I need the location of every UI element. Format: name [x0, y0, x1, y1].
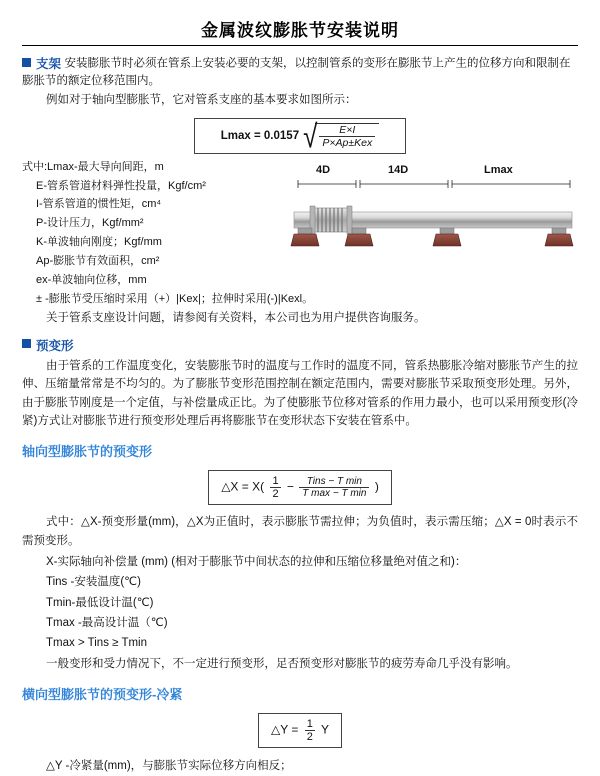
- support-paragraph-3: 关于管系支座设计问题，请参阅有关资料，本公司也为用户提供咨询服务。: [46, 311, 426, 324]
- axial-equation-wrapper: [22, 470, 578, 505]
- piping-support-figure: [288, 164, 578, 274]
- axial-equation-operator: −: [286, 479, 294, 494]
- temp-fraction-numerator: Tins − T min: [299, 476, 369, 488]
- support-paragraph-2: 例如对于轴向型膨胀节，它对管系支座的基本要求如图所示：: [46, 94, 357, 106]
- support-paragraph-1: 安装膨胀节时必须在管系上安装必要的支架，以控制管系的变形在膨胀节上产生的位移方向和限制在膨胀节的额定位移范围内。: [22, 57, 571, 87]
- lateral-equation-half: [305, 718, 315, 743]
- title-divider: [22, 45, 578, 46]
- predeform-paragraph-1: 由于管系的工作温度变化，安装膨胀节时的温度与工作时的温度不同，管系热膨胀冷缩对膨胀节产生的拉伸、压缩量常常是不均匀的。为了膨胀节变形范围控制在额定范围内，需要对膨胀节采取预变形处理。另外，由于膨胀节刚度是一个定值，与补偿量成正比。为了使膨胀节位移对管系的作用力最小，也可以采用预变形(冷紧)方式让对膨胀节进行预变形处理后再将膨胀节在变形状态下安装在管系中。: [22, 359, 578, 428]
- blue-square-bullet-icon: [22, 339, 31, 348]
- lateral-half-denominator: 2: [306, 730, 313, 743]
- axial-equation-lhs: △X = X(: [221, 479, 265, 494]
- legend-item: Ap-膨胀节有效面积，cm²: [36, 255, 160, 268]
- lateral-line-0: △Y -冷紧量(mm)，与膨胀节实际位移方向相反；: [46, 759, 292, 772]
- lateral-equation: [258, 713, 342, 748]
- subsection-heading-lateral: 横向型膨胀节的预变形-冷紧: [22, 686, 183, 702]
- lmax-formula: [194, 118, 406, 154]
- figure-drawing: [288, 178, 578, 274]
- figure-label-lmax: Lmax: [484, 163, 513, 176]
- lateral-equation-wrapper: [22, 713, 578, 748]
- lmax-formula-lhs: Lmax = 0.0157: [220, 129, 300, 142]
- lateral-equation-lhs: △Y =: [271, 722, 299, 737]
- temp-fraction-denominator: T max − T min: [302, 488, 367, 499]
- section-heading-support: [22, 54, 578, 88]
- lmax-fraction-numerator: E×I: [319, 124, 375, 137]
- section-heading-predeform-label: 预变形: [36, 338, 74, 353]
- axial-line-2: Tins -安装温度(℃): [46, 576, 141, 589]
- axial-line-3: Tmin-最低设计温(℃): [46, 596, 154, 609]
- axial-line-1: X-实际轴向补偿量 (mm) (相对于膨胀节中间状态的拉伸和压缩位移量绝对值之和)：: [46, 556, 467, 569]
- formula-legend: [22, 158, 314, 309]
- axial-equation-temp-fraction: [299, 476, 369, 499]
- legend-and-figure: [22, 158, 578, 309]
- legend-item: ± -膨胀节受压缩时采用（+）|Kex|；拉伸时采用(-)|Kexl。: [36, 292, 314, 305]
- radical-sign-icon: √: [303, 116, 318, 155]
- legend-item: 式中:Lmax-最大导向间距，m: [22, 160, 164, 173]
- axial-equation-rhs: ): [374, 479, 379, 494]
- axial-equation-half: [270, 475, 280, 500]
- axial-line-5: Tmax > Tins ≥ Tmin: [46, 636, 147, 649]
- subsection-heading-axial: 轴向型膨胀节的预变形: [22, 444, 153, 459]
- axial-equation: [208, 470, 392, 505]
- half-numerator: 1: [272, 475, 279, 487]
- axial-line-0: 式中：△X-预变形量(mm)，△X为正值时，表示膨胀节需拉伸；为负值时，表示需压缩；△X = 0时表示不需预变形。: [22, 516, 578, 547]
- section-heading-predeform: [22, 336, 578, 354]
- lmax-fraction-denominator: P×Ap±Kex: [322, 136, 373, 149]
- legend-item: K-单波轴向刚度；Kgf/mm: [36, 236, 162, 249]
- figure-label-14d: 14D: [388, 163, 409, 176]
- axial-line-4: Tmax -最高设计温（℃): [46, 616, 168, 629]
- lmax-formula-radical: [303, 116, 379, 155]
- lateral-half-numerator: 1: [306, 717, 313, 730]
- axial-line-6: 一般变形和受力情况下，不一定进行预变形，足否预变形对膨胀节的疲劳寿命几乎没有影响。: [46, 657, 518, 670]
- section-heading-support-label: 支架: [36, 57, 62, 71]
- legend-item: ex-单波轴向位移，mm: [36, 274, 147, 287]
- figure-label-4d: 4D: [316, 163, 331, 176]
- half-denominator: 2: [272, 488, 279, 500]
- lateral-equation-rhs: Y: [320, 722, 329, 737]
- legend-item: P-设计压力，Kgf/mm²: [36, 217, 144, 230]
- lmax-fraction: [315, 123, 379, 149]
- blue-square-bullet-icon: [22, 58, 31, 67]
- page-title: 金属波纹膨胀节安装说明: [201, 21, 399, 40]
- legend-item: I-管系管道的惯性矩，cm⁴: [36, 198, 162, 211]
- legend-item: E-管系管道材料弹性投量，Kgf/cm²: [36, 179, 206, 192]
